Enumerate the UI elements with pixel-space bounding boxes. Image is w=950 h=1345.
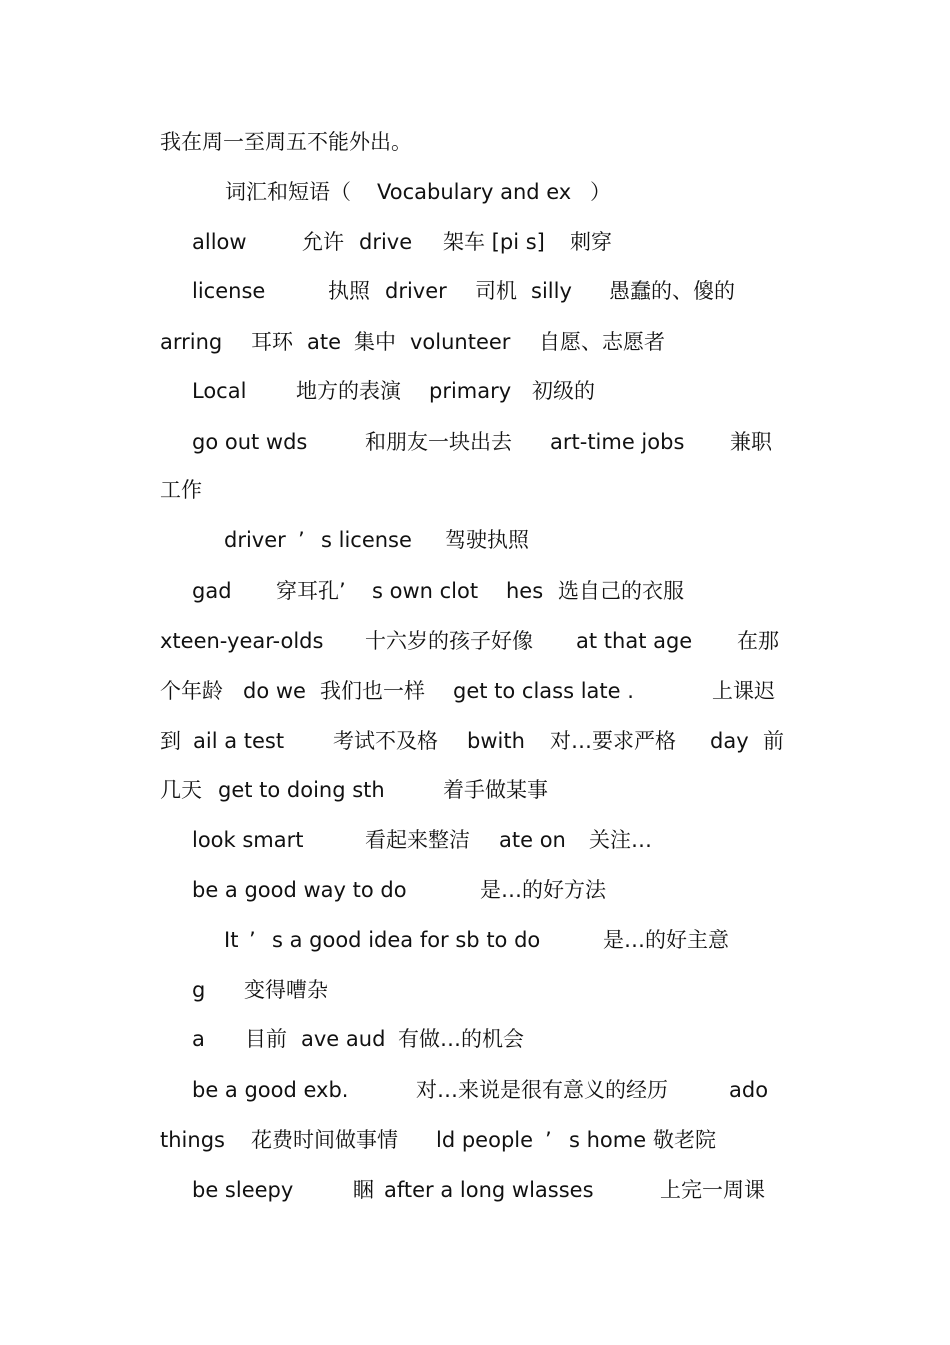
text-segment: be a good exb.: [192, 1078, 349, 1102]
text-segment: look smart: [192, 828, 304, 852]
text-segment: 驾驶执照: [445, 528, 529, 552]
text-segment: volunteer: [410, 330, 511, 354]
text-segment: 对…来说是很有意义的经历: [416, 1078, 668, 1102]
text-segment: 敬老院: [653, 1128, 716, 1152]
text-segment: silly: [531, 279, 572, 303]
text-segment: ’: [298, 528, 305, 552]
text-segment: 工作: [160, 478, 202, 502]
text-segment: ）: [590, 180, 611, 204]
text-segment: 十六岁的孩子好像: [365, 629, 533, 653]
text-segment: 是…的好主意: [603, 928, 729, 952]
text-segment: 到: [160, 729, 181, 753]
text-segment: primary: [429, 379, 512, 403]
text-segment: a: [192, 1027, 205, 1051]
text-segment: 个年龄: [160, 679, 223, 703]
text-segment: 目前: [245, 1027, 287, 1051]
text-segment: 选自己的衣服: [558, 579, 684, 603]
text-segment: 有做…的机会: [398, 1027, 524, 1051]
text-segment: gad: [192, 579, 232, 603]
text-segment: s a good idea for sb to do: [272, 928, 541, 952]
text-segment: 初级的: [532, 379, 595, 403]
text-segment: 兼职: [730, 430, 772, 454]
text-segment: 睏: [353, 1178, 374, 1202]
text-segment: ado: [729, 1078, 769, 1102]
text-segment: 上完一周课: [660, 1178, 765, 1202]
text-segment: 前: [763, 729, 784, 753]
text-segment: 我们也一样: [320, 679, 425, 703]
text-segment: 着手做某事: [443, 778, 548, 802]
text-segment: be sleepy: [192, 1178, 294, 1202]
text-segment: driver: [385, 279, 447, 303]
text-segment: ail a test: [193, 729, 285, 753]
text-segment: ’: [249, 928, 256, 952]
text-segment: xteen-year-olds: [160, 629, 324, 653]
text-segment: 和朋友一块出去: [365, 430, 512, 454]
text-segment: go out wds: [192, 430, 308, 454]
text-segment: Local: [192, 379, 247, 403]
text-segment: Vocabulary and ex: [377, 180, 572, 204]
text-segment: ate: [307, 330, 342, 354]
text-segment: 是…的好方法: [480, 878, 606, 902]
text-segment: get to doing sth: [218, 778, 385, 802]
text-segment: do we: [243, 679, 306, 703]
text-segment: bwith: [467, 729, 525, 753]
text-segment: 我在周一至周五不能外出。: [160, 130, 412, 154]
text-segment: 集中: [354, 330, 396, 354]
text-segment: be a good way to do: [192, 878, 407, 902]
text-segment: arring: [160, 330, 223, 354]
text-segment: 执照: [328, 279, 370, 303]
text-segment: ld people: [436, 1128, 534, 1152]
text-segment: 几天: [160, 778, 202, 802]
text-segment: ate on: [499, 828, 566, 852]
text-segment: 耳环: [251, 330, 293, 354]
text-segment: 地方的表演: [296, 379, 401, 403]
text-segment: driver: [224, 528, 286, 552]
text-segment: allow: [192, 230, 247, 254]
text-segment: 司机: [475, 279, 517, 303]
text-segment: It: [224, 928, 239, 952]
text-segment: 穿耳孔’: [276, 579, 346, 603]
text-segment: 词汇和短语（: [225, 180, 351, 204]
text-segment: 愚蠢的、傻的: [609, 279, 735, 303]
text-segment: 自愿、志愿者: [539, 330, 665, 354]
text-segment: 上课迟: [712, 679, 775, 703]
text-segment: 变得嘈杂: [244, 978, 328, 1002]
text-segment: 对…要求严格: [550, 729, 676, 753]
text-segment: drive: [359, 230, 413, 254]
text-segment: license: [192, 279, 266, 303]
text-segment: 关注…: [589, 828, 652, 852]
text-segment: get to class late .: [453, 679, 634, 703]
text-segment: things: [160, 1128, 225, 1152]
text-segment: art-time jobs: [550, 430, 685, 454]
text-segment: 花费时间做事情: [251, 1128, 398, 1152]
text-segment: 允许: [302, 230, 344, 254]
text-segment: g: [192, 978, 206, 1002]
text-segment: s home: [569, 1128, 647, 1152]
text-segment: 在那: [737, 629, 779, 653]
text-segment: ave aud: [301, 1027, 386, 1051]
text-segment: s license: [321, 528, 412, 552]
text-segment: s own clot: [372, 579, 479, 603]
text-segment: hes: [506, 579, 544, 603]
text-segment: ’: [545, 1128, 552, 1152]
text-segment: 考试不及格: [333, 729, 438, 753]
text-segment: 架车 [pi s]: [443, 230, 545, 254]
text-segment: 看起来整洁: [365, 828, 470, 852]
text-segment: day: [710, 729, 749, 753]
text-segment: after a long wlasses: [384, 1178, 594, 1202]
text-segment: at that age: [576, 629, 693, 653]
text-segment: 刺穿: [570, 230, 612, 254]
